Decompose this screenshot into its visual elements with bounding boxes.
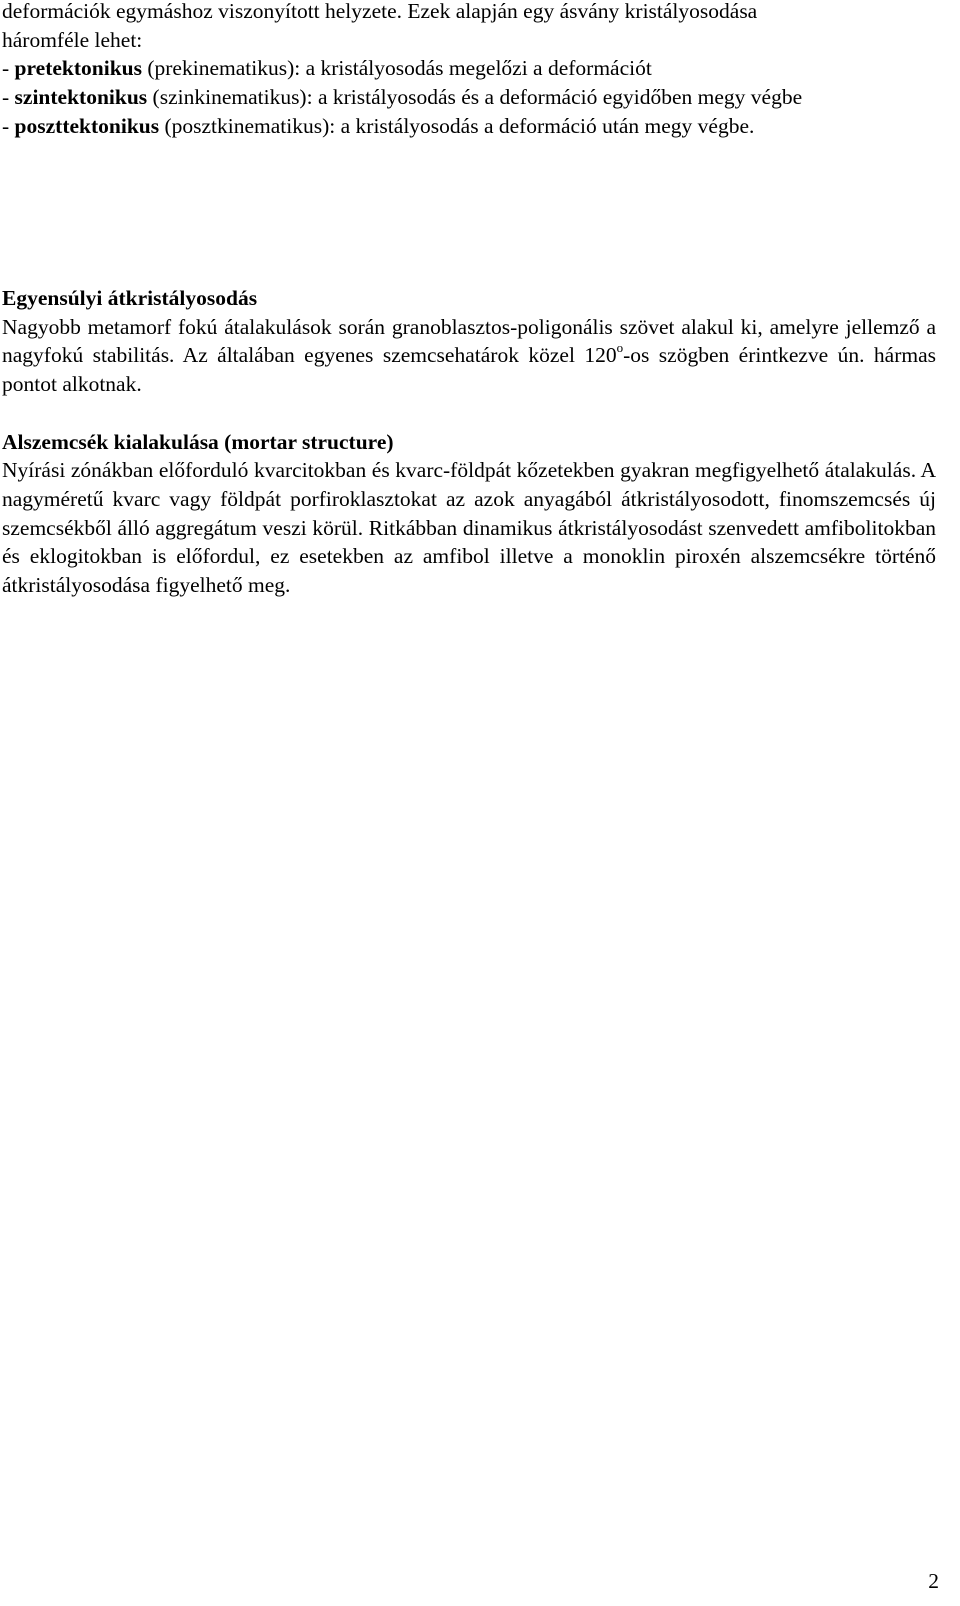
list-bullet: - [2, 56, 15, 81]
degree-superscript: o [616, 340, 624, 356]
list-item-text: (prekinematikus): a kristályosodás megelőzi a deformációt [141, 56, 652, 81]
section-equilibrium-recrystallization [2, 284, 936, 399]
section-paragraph: Nyírási zónákban előforduló kvarcitokban és kvarc-földpát kőzetekben gyakran megfigyelhető átalakulás. A nagyméretű kvarc vagy földpát porfiroklasztokat az azok anyagából átkristályosodott, finomszemcsés új szemcsékből álló aggregátum veszi körül. Ritkábban dinamikus átkristályosodást szenvedett amfibolitokban és eklogitokban is előfordul, ez esetekben az amfibol illetve a monoklin piroxén alszemcsékre történő átkristályosodása figyelhető meg. [2, 458, 936, 598]
list-item-text: (szinkinematikus): a kristályosodás és a deformáció egyidőben megy végbe [147, 85, 803, 110]
section-paragraph [2, 313, 936, 399]
page-number: 2 [928, 1569, 939, 1593]
intro-line-2: háromféle lehet: [2, 27, 143, 52]
term-poszttektonikus: poszttektonikus [14, 113, 160, 138]
paragraph-text-end: -os szögben érintkezve ún. hármas pontot alkotnak. [2, 343, 936, 397]
intro-block [2, 0, 936, 141]
list-bullet: - [2, 113, 15, 138]
list-bullet: - [2, 85, 15, 110]
list-item-poszttektonikus [2, 112, 936, 141]
list-item-text: (posztkinematikus): a kristályosodás a deformáció után megy végbe. [159, 113, 755, 138]
term-szintektonikus: szintektonikus [14, 85, 148, 110]
section-subgrain-formation [2, 428, 936, 600]
intro-line-1: deformációk egymáshoz viszonyított helyzete. Ezek alapján egy ásvány kristályosodása [2, 0, 758, 23]
document-page [2, 0, 936, 600]
section-heading: Egyensúlyi átkristályosodás [2, 286, 258, 311]
paragraph-text: Nagyobb metamorf fokú átalakulások során granoblasztos-poligonális szövet alakul ki, amelyre jellemző a nagyfokú stabilitás. Az általában egyenes szemcsehatárok közel 120 [2, 314, 936, 368]
term-pretektonikus: pretektonikus [14, 56, 142, 81]
section-heading: Alszemcsék kialakulása (mortar structure) [2, 429, 394, 454]
list-item-pretektonikus [2, 54, 936, 83]
list-item-szintektonikus [2, 83, 936, 112]
